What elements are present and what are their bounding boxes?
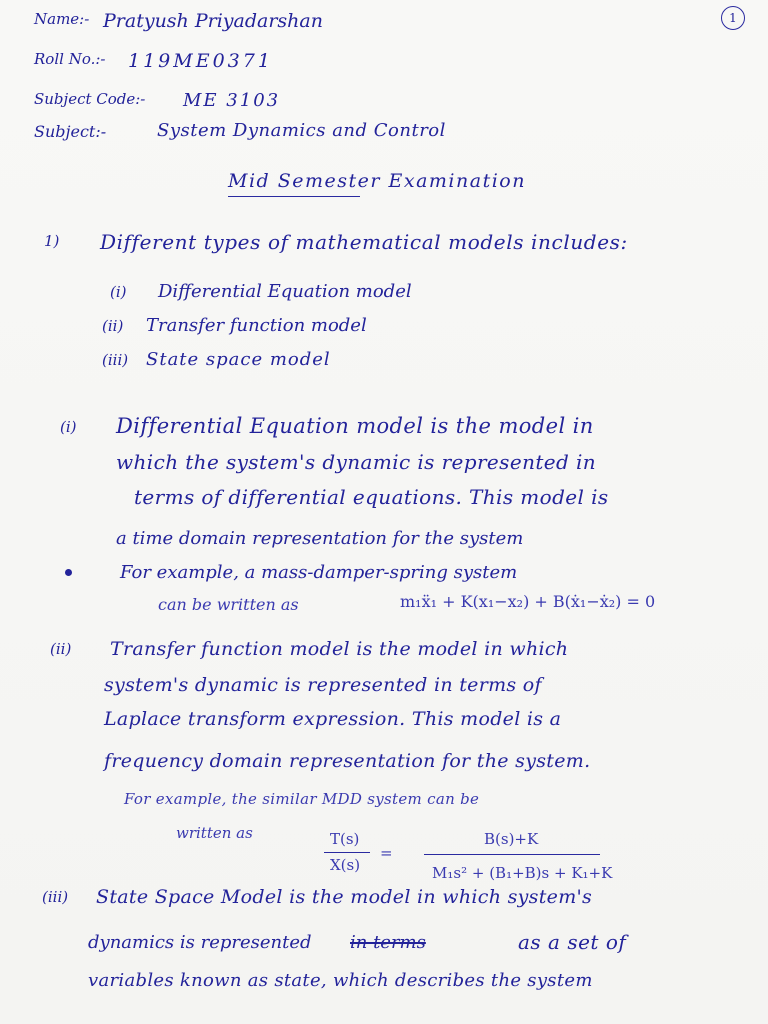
fraction-right-bar [424, 854, 600, 855]
name-value: Pratyush Priyadarshan [103, 10, 323, 32]
para-ii-line: Transfer function model is the model in which [110, 638, 569, 660]
page-title: Mid Semester Examination [228, 170, 526, 192]
para-i-line: Differential Equation model is the model in [116, 414, 594, 438]
para-ii-example: For example, the similar MDD system can be [124, 790, 480, 808]
para-i-example: For example, a mass-damper-spring system [120, 562, 518, 583]
subject-label: Subject:- [34, 122, 107, 141]
para-iii-line: State Space Model is the model in which system's [96, 886, 593, 908]
name-label: Name:- [34, 10, 90, 28]
para-i-line: terms of differential equations. This model is [134, 485, 609, 509]
subject-value: System Dynamics and Control [157, 120, 446, 141]
para-ii-line: Laplace transform expression. This model is a [104, 708, 562, 730]
q1-item-num: (iii) [102, 351, 129, 369]
q1-item-text: Transfer function model [146, 315, 367, 336]
title-underline [228, 196, 360, 197]
para-i-example-lead: can be written as [158, 595, 299, 614]
fraction-right-denominator: M₁s² + (B₁+B)s + K₁+K [432, 864, 613, 882]
para-iii-number: (iii) [42, 888, 69, 906]
fraction-left-bar [324, 852, 370, 853]
para-iii-line: variables known as state, which describes the system [88, 970, 593, 991]
para-i-line: which the system's dynamic is represented in [116, 450, 597, 474]
subject-code-label: Subject Code:- [34, 90, 146, 108]
q1-item-num: (i) [110, 283, 127, 301]
roll-label: Roll No.:- [34, 50, 106, 68]
para-iii-line: as a set of [518, 930, 627, 954]
roll-value: 119ME0371 [128, 50, 273, 72]
bullet-dot [65, 569, 72, 576]
para-ii-number: (ii) [50, 640, 72, 658]
fraction-left-numerator: T(s) [330, 830, 360, 848]
para-ii-line: system's dynamic is represented in terms of [104, 674, 542, 696]
para-i-number: (i) [60, 418, 77, 436]
page-number: 1 [721, 6, 745, 30]
para-ii-example-lead: written as [176, 824, 253, 842]
fraction-right-numerator: B(s)+K [484, 830, 539, 848]
q1-item-text: Differential Equation model [158, 281, 412, 302]
fraction-left-denominator: X(s) [330, 856, 361, 874]
q1-number: 1) [44, 232, 60, 250]
subject-code-value: ME 3103 [183, 90, 281, 111]
struck-out-text: in terms [350, 932, 426, 953]
para-iii-line: dynamics is represented [88, 932, 312, 953]
para-i-equation: m₁ẍ₁ + K(x₁−x₂) + B(ẋ₁−ẋ₂) = 0 [400, 592, 656, 611]
fraction-equals: = [380, 844, 393, 862]
q1-item-text: State space model [146, 349, 331, 370]
q1-intro: Different types of mathematical models includes: [100, 230, 628, 254]
para-i-line: a time domain representation for the system [116, 528, 524, 549]
q1-item-num: (ii) [102, 317, 124, 335]
para-ii-line: frequency domain representation for the system. [104, 750, 591, 772]
